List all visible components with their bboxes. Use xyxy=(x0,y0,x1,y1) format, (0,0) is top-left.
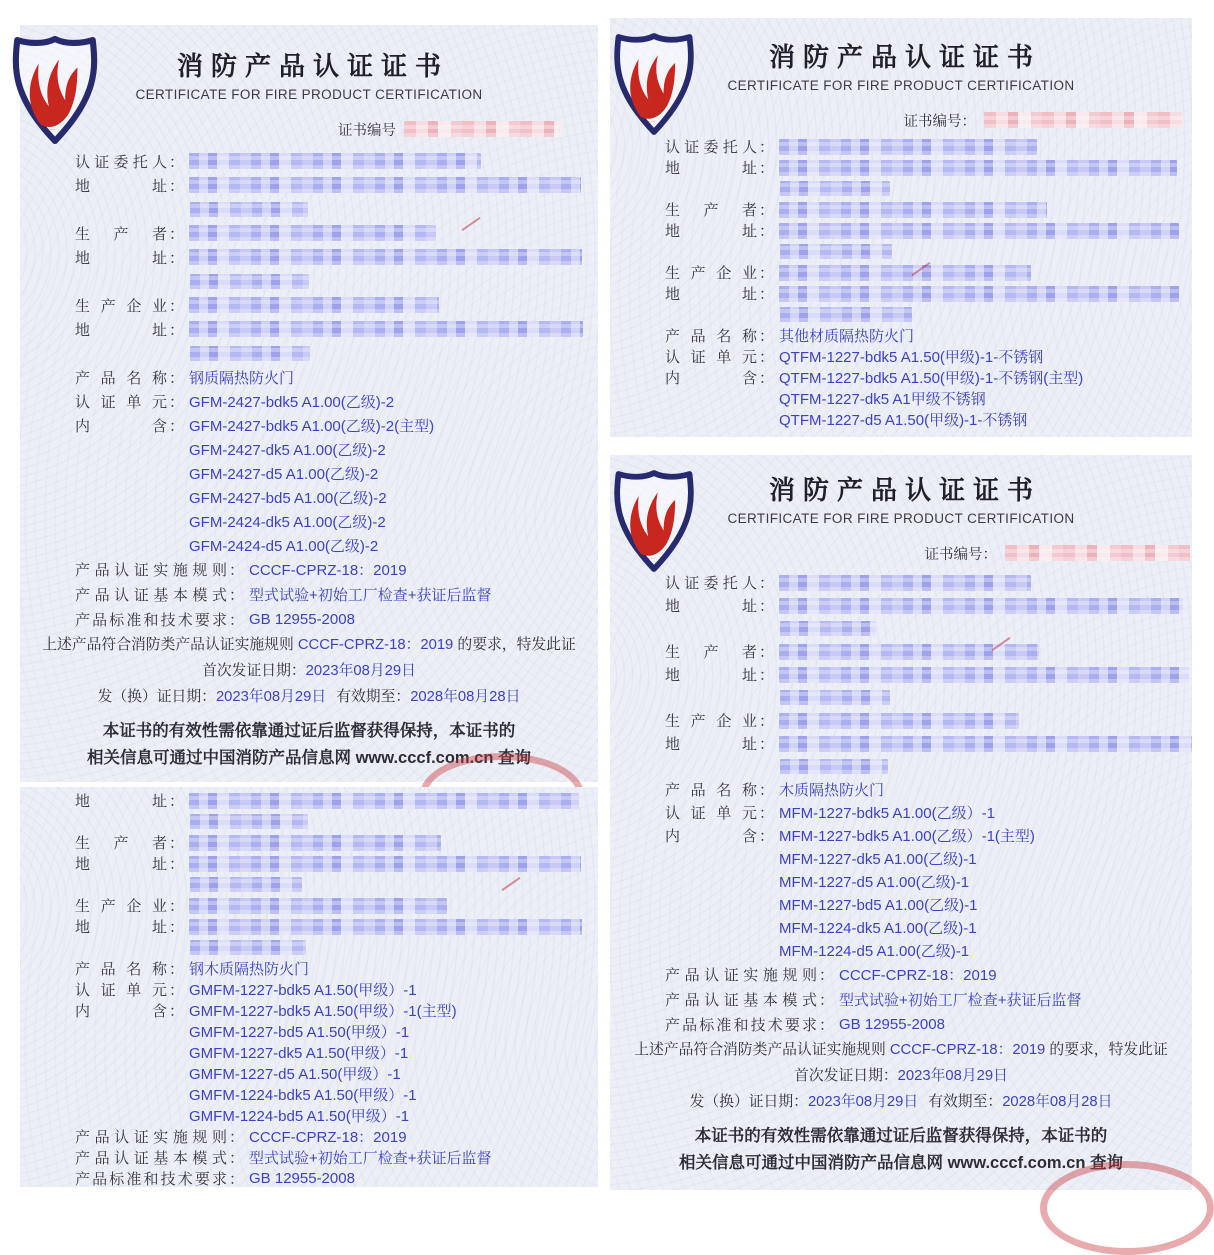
product-name-value: 钢质隔热防火门 xyxy=(189,369,295,387)
cert-unit-label: 认证单元 xyxy=(665,805,757,822)
field-address xyxy=(610,594,1192,617)
address-redaction xyxy=(779,160,1177,176)
valid-until-date: 2028年08月28日 xyxy=(410,689,521,705)
certificate-title: 消防产品认证证书 xyxy=(768,475,1041,505)
statement-rule: CCCF-CPRZ-18：2019 xyxy=(889,1042,1046,1058)
first-issue-date: 2023年08月29日 xyxy=(305,663,416,679)
field-impl-rule xyxy=(20,557,598,582)
address-label: 地址 xyxy=(75,177,167,195)
impl-rule-label: 产品认证实施规则 xyxy=(75,1129,227,1146)
label-colon: ： xyxy=(169,417,185,435)
address-redaction xyxy=(190,346,310,361)
model-value: GMFM-1227-bdk5 A1.50(甲级）-1(主型) xyxy=(189,1003,457,1020)
standard-value: GB 12955-2008 xyxy=(249,1170,355,1187)
applicant-redaction xyxy=(189,153,481,169)
cert-unit-label: 认证单元 xyxy=(75,393,167,411)
field-address xyxy=(20,853,598,874)
producer-redaction xyxy=(189,835,441,851)
basic-mode-label: 产品认证基本模式 xyxy=(75,1150,227,1167)
enterprise-label: 生产企业 xyxy=(665,265,757,282)
label-colon: ： xyxy=(169,297,185,315)
producer-label: 生产者 xyxy=(665,644,757,661)
field-contains xyxy=(20,1000,598,1021)
label-colon: ： xyxy=(759,202,775,219)
field-basic-mode xyxy=(20,582,598,607)
basic-mode-label: 产品认证基本模式 xyxy=(665,992,817,1009)
model-value: QTFM-1227-bdk5 A1.50(甲级)-1-不锈钢(主型) xyxy=(779,370,1084,387)
impl-rule-label: 产品认证实施规则 xyxy=(75,562,227,579)
label-colon: ： xyxy=(229,612,245,629)
label-colon: ： xyxy=(169,919,185,936)
address-redaction xyxy=(780,621,876,636)
contains-label: 内含 xyxy=(75,1003,167,1020)
address-redaction xyxy=(190,202,308,217)
model-line-clipped: QTFM-1227-d5 A1.50(甲级)-1-不锈钢 xyxy=(779,412,1028,429)
field-applicant xyxy=(20,149,598,173)
field-address xyxy=(20,317,598,341)
statement-post: 的要求，特发此证 xyxy=(453,637,576,653)
certificate-number-label: 证书编号： xyxy=(903,113,976,130)
address-redaction xyxy=(190,877,302,892)
address-redaction xyxy=(190,814,308,829)
certificate-title: 消防产品认证证书 xyxy=(768,42,1041,72)
address-label: 地址 xyxy=(665,286,757,303)
label-colon: ： xyxy=(169,369,185,387)
field-contains xyxy=(610,367,1192,388)
address-label: 地址 xyxy=(665,736,757,753)
label-colon: ： xyxy=(819,992,835,1009)
field-impl-rule xyxy=(610,962,1192,987)
certificate-number-redaction xyxy=(1005,545,1190,561)
field-cert-unit xyxy=(610,346,1192,367)
certificate-number-label: 证书编号 xyxy=(338,122,396,139)
model-line: GMFM-1227-bd5 A1.50(甲级）-1 xyxy=(189,1024,410,1041)
footer-line1: 本证书的有效性需依靠通过证后监督获得保持，本证书的 xyxy=(694,1127,1108,1145)
address-redaction xyxy=(189,793,579,809)
impl-rule-value: CCCF-CPRZ-18：2019 xyxy=(249,1129,407,1146)
impl-rule-label: 产品认证实施规则 xyxy=(665,967,817,984)
statement-rule: CCCF-CPRZ-18：2019 xyxy=(297,637,454,653)
footer-line1: 本证书的有效性需依靠通过证后监督获得保持，本证书的 xyxy=(102,722,516,740)
cert-unit-label: 认证单元 xyxy=(75,982,167,999)
certificate-number-label: 证书编号： xyxy=(924,546,997,563)
label-colon: ： xyxy=(759,782,775,799)
statement-pre: 上述产品符合消防类产品认证实施规则 xyxy=(42,637,298,653)
label-colon: ： xyxy=(229,1171,245,1188)
address-redaction xyxy=(780,244,892,259)
label-colon: ： xyxy=(759,349,775,366)
certificate-steelwood-fire-door-fragment xyxy=(20,787,598,1187)
model-value: MFM-1227-bdk5 A1.00(乙级）-1(主型) xyxy=(779,828,1035,845)
label-colon: ： xyxy=(759,598,775,615)
address-label: 地址 xyxy=(75,793,167,810)
address-redaction xyxy=(190,274,309,289)
field-enterprise xyxy=(20,895,598,916)
label-colon: ： xyxy=(169,249,185,267)
contains-label: 内含 xyxy=(665,370,757,387)
field-enterprise xyxy=(610,709,1192,732)
field-enterprise xyxy=(610,262,1192,283)
red-seal-partial xyxy=(1040,1161,1214,1255)
label-colon: ： xyxy=(759,575,775,592)
address-redaction xyxy=(779,667,1189,683)
enterprise-label: 生产企业 xyxy=(665,713,757,730)
certificate-fields xyxy=(20,149,598,632)
field-impl-rule xyxy=(20,1126,598,1147)
enterprise-redaction xyxy=(779,265,1031,281)
certificate-fields xyxy=(610,571,1192,1037)
contains-label: 内含 xyxy=(665,828,757,845)
field-address-line2 xyxy=(20,341,598,365)
model-line: GFM-2424-dk5 A1.00(乙级)-2 xyxy=(189,513,386,531)
label-colon: ： xyxy=(759,223,775,240)
cert-unit-label: 认证单元 xyxy=(665,349,757,366)
address-redaction xyxy=(189,321,583,337)
certificate-subtitle: CERTIFICATE FOR FIRE PRODUCT CERTIFICATION xyxy=(135,87,483,102)
certificate-other-material-fire-door xyxy=(610,18,1192,437)
product-name-value: 其他材质隔热防火门 xyxy=(779,328,915,345)
address-redaction xyxy=(779,736,1192,752)
label-colon: ： xyxy=(759,160,775,177)
certificate-fields xyxy=(610,136,1192,429)
basic-mode-value: 型式试验+初始工厂检查+获证后监督 xyxy=(249,587,492,604)
valid-until-date: 2028年08月28日 xyxy=(1002,1094,1113,1110)
product-name-label: 产品名称 xyxy=(75,369,167,387)
field-product-name xyxy=(20,958,598,979)
fire-certification-shield-logo xyxy=(4,31,106,149)
address-redaction xyxy=(780,181,890,196)
enterprise-label: 生产企业 xyxy=(75,898,167,915)
address-label: 地址 xyxy=(665,598,757,615)
model-line: MFM-1227-d5 A1.00(乙级)-1 xyxy=(779,874,970,891)
field-producer xyxy=(610,199,1192,220)
issue-date: 2023年08月29日 xyxy=(807,1094,919,1110)
field-cert-unit xyxy=(20,979,598,1000)
cert-unit-value: MFM-1227-bdk5 A1.00(乙级）-1 xyxy=(779,805,995,822)
model-line: GMFM-1224-bd5 A1.50(甲级）-1 xyxy=(189,1108,410,1125)
field-basic-mode xyxy=(610,987,1192,1012)
certificate-number-row xyxy=(20,119,598,139)
label-colon: ： xyxy=(759,644,775,661)
address-label: 地址 xyxy=(665,160,757,177)
address-redaction xyxy=(190,940,306,955)
enterprise-label: 生产企业 xyxy=(75,297,167,315)
basic-mode-value: 型式试验+初始工厂检查+获证后监督 xyxy=(249,1150,492,1167)
certificate-number-redaction xyxy=(404,121,562,137)
producer-label: 生产者 xyxy=(75,835,167,852)
issue-label: 发（换）证日期： xyxy=(689,1094,808,1110)
label-colon: ： xyxy=(759,713,775,730)
address-label: 地址 xyxy=(75,249,167,267)
basic-mode-label: 产品认证基本模式 xyxy=(75,587,227,604)
model-line: GMFM-1227-d5 A1.50(甲级）-1 xyxy=(189,1066,401,1083)
field-address xyxy=(20,790,598,811)
address-label: 地址 xyxy=(665,667,757,684)
label-colon: ： xyxy=(819,1017,835,1034)
model-line: GFM-2427-d5 A1.00(乙级)-2 xyxy=(189,465,379,483)
statement-pre: 上述产品符合消防类产品认证实施规则 xyxy=(634,1042,890,1058)
footer-line2: 相关信息可通过中国消防产品信息网 www.cccf.com.cn 查询 xyxy=(86,749,532,767)
address-redaction xyxy=(189,249,582,265)
field-address-line2 xyxy=(20,197,598,221)
certificate-fields xyxy=(20,790,598,1189)
field-enterprise xyxy=(20,293,598,317)
label-colon: ： xyxy=(229,587,245,604)
label-colon: ： xyxy=(759,805,775,822)
first-issue-date-line xyxy=(610,1063,1192,1089)
field-standard xyxy=(610,1012,1192,1037)
cert-unit-value: GFM-2427-bdk5 A1.00(乙级)-2 xyxy=(189,393,395,411)
field-address-line2 xyxy=(610,241,1192,262)
first-issue-date: 2023年08月29日 xyxy=(897,1068,1008,1084)
label-colon: ： xyxy=(169,982,185,999)
field-product-name xyxy=(20,365,598,389)
applicant-label: 认证委托人 xyxy=(665,139,757,156)
field-standard xyxy=(20,607,598,632)
contains-label: 内含 xyxy=(75,417,167,435)
address-redaction xyxy=(779,286,1179,302)
first-issue-label: 首次发证日期： xyxy=(794,1068,898,1084)
field-address xyxy=(610,663,1192,686)
issue-label: 发（换）证日期： xyxy=(97,689,216,705)
conformity-statement xyxy=(20,632,598,658)
certificate-number-redaction xyxy=(984,112,1182,128)
first-issue-date-line xyxy=(20,658,598,684)
address-label: 地址 xyxy=(75,856,167,873)
fire-certification-shield-logo xyxy=(606,28,702,140)
basic-mode-value: 型式试验+初始工厂检查+获证后监督 xyxy=(839,992,1082,1009)
field-address xyxy=(610,220,1192,241)
field-contains xyxy=(610,824,1192,847)
model-line: GFM-2424-d5 A1.00(乙级)-2 xyxy=(189,537,379,555)
applicant-redaction xyxy=(779,139,1037,155)
impl-rule-value: CCCF-CPRZ-18：2019 xyxy=(839,967,997,984)
field-cert-unit xyxy=(610,801,1192,824)
standard-value: GB 12955-2008 xyxy=(839,1016,945,1033)
field-address xyxy=(20,245,598,269)
applicant-redaction xyxy=(779,575,1031,591)
label-colon: ： xyxy=(169,898,185,915)
field-product-name xyxy=(610,778,1192,801)
product-name-label: 产品名称 xyxy=(665,782,757,799)
conformity-statement xyxy=(610,1037,1192,1063)
address-redaction xyxy=(780,759,888,774)
address-redaction xyxy=(189,919,582,935)
field-address xyxy=(610,157,1192,178)
address-label: 地址 xyxy=(665,223,757,240)
field-address-line2 xyxy=(610,617,1192,640)
model-line: MFM-1224-d5 A1.00(乙级)-1 xyxy=(779,943,970,960)
field-address xyxy=(20,916,598,937)
address-label: 地址 xyxy=(75,321,167,339)
field-address-line2 xyxy=(610,304,1192,325)
model-line: QTFM-1227-dk5 A1甲级不锈钢 xyxy=(779,391,986,408)
standard-label: 产品标准和技术要求 xyxy=(75,612,227,629)
label-colon: ： xyxy=(759,370,775,387)
cert-unit-value: GMFM-1227-bdk5 A1.50(甲级）-1 xyxy=(189,982,417,999)
enterprise-redaction xyxy=(189,297,439,313)
product-name-value: 钢木质隔热防火门 xyxy=(189,961,310,978)
producer-redaction xyxy=(189,225,436,241)
field-standard xyxy=(20,1168,598,1189)
model-line: MFM-1227-bd5 A1.00(乙级)-1 xyxy=(779,897,978,914)
applicant-label: 认证委托人 xyxy=(75,153,167,171)
field-address-line2 xyxy=(610,178,1192,199)
label-colon: ： xyxy=(169,793,185,810)
enterprise-redaction xyxy=(189,898,447,914)
address-redaction xyxy=(189,856,581,872)
label-colon: ： xyxy=(759,667,775,684)
certificate-subtitle: CERTIFICATE FOR FIRE PRODUCT CERTIFICATION xyxy=(727,511,1075,526)
fire-certification-shield-logo xyxy=(606,465,702,577)
model-value: GFM-2427-bdk5 A1.00(乙级)-2(主型) xyxy=(189,417,435,435)
address-redaction xyxy=(779,598,1183,614)
field-address-line2 xyxy=(610,686,1192,709)
product-name-label: 产品名称 xyxy=(75,961,167,978)
label-colon: ： xyxy=(759,139,775,156)
standard-label: 产品标准和技术要求 xyxy=(665,1017,817,1034)
label-colon: ： xyxy=(759,736,775,753)
label-colon: ： xyxy=(229,562,245,579)
address-redaction xyxy=(779,223,1179,239)
label-colon: ： xyxy=(169,856,185,873)
field-basic-mode xyxy=(20,1147,598,1168)
model-line: GMFM-1224-bdk5 A1.50(甲级）-1 xyxy=(189,1087,417,1104)
address-label: 地址 xyxy=(75,919,167,936)
applicant-label: 认证委托人 xyxy=(665,575,757,592)
model-line: MFM-1224-dk5 A1.00(乙级)-1 xyxy=(779,920,977,937)
label-colon: ： xyxy=(169,961,185,978)
address-redaction xyxy=(189,177,581,193)
reissue-date-line xyxy=(20,684,598,710)
model-line: GFM-2427-dk5 A1.00(乙级)-2 xyxy=(189,441,386,459)
field-address xyxy=(610,283,1192,304)
product-name-label: 产品名称 xyxy=(665,328,757,345)
field-cert-unit xyxy=(20,389,598,413)
field-product-name xyxy=(610,325,1192,346)
certificate-steel-fire-door xyxy=(20,25,598,782)
field-producer xyxy=(20,221,598,245)
issue-date: 2023年08月29日 xyxy=(215,689,327,705)
field-address-line2 xyxy=(20,811,598,832)
valid-until-label: 有效期至： xyxy=(336,689,411,705)
label-colon: ： xyxy=(169,1003,185,1020)
address-redaction xyxy=(780,307,912,322)
producer-redaction xyxy=(779,202,1047,218)
address-redaction xyxy=(780,690,890,705)
reissue-date-line xyxy=(610,1089,1192,1115)
enterprise-redaction xyxy=(779,713,1019,729)
label-colon: ： xyxy=(169,153,185,171)
valid-until-label: 有效期至： xyxy=(928,1094,1003,1110)
label-colon: ： xyxy=(229,1129,245,1146)
footer-line2: 相关信息可通过中国消防产品信息网 www.cccf.com.cn 查询 xyxy=(678,1154,1124,1172)
field-address xyxy=(610,732,1192,755)
model-line: MFM-1227-dk5 A1.00(乙级)-1 xyxy=(779,851,977,868)
certificate-subtitle: CERTIFICATE FOR FIRE PRODUCT CERTIFICATION xyxy=(727,78,1075,93)
label-colon: ： xyxy=(759,828,775,845)
label-colon: ： xyxy=(169,177,185,195)
label-colon: ： xyxy=(759,286,775,303)
standard-value: GB 12955-2008 xyxy=(249,611,355,628)
field-address-line2 xyxy=(610,755,1192,778)
field-address-line2 xyxy=(20,937,598,958)
label-colon: ： xyxy=(229,1150,245,1167)
label-colon: ： xyxy=(759,265,775,282)
label-colon: ： xyxy=(169,225,185,243)
field-address xyxy=(20,173,598,197)
field-producer xyxy=(610,640,1192,663)
label-colon: ： xyxy=(169,393,185,411)
model-line: GFM-2427-bd5 A1.00(乙级)-2 xyxy=(189,489,387,507)
field-address-line2 xyxy=(20,269,598,293)
cert-unit-value: QTFM-1227-bdk5 A1.50(甲级)-1-不锈钢 xyxy=(779,349,1044,366)
first-issue-label: 首次发证日期： xyxy=(202,663,306,679)
label-colon: ： xyxy=(819,967,835,984)
product-name-value: 木质隔热防火门 xyxy=(779,782,885,799)
producer-label: 生产者 xyxy=(75,225,167,243)
field-producer xyxy=(20,832,598,853)
field-contains xyxy=(20,413,598,437)
label-colon: ： xyxy=(169,835,185,852)
label-colon: ： xyxy=(169,321,185,339)
impl-rule-value: CCCF-CPRZ-18：2019 xyxy=(249,562,407,579)
standard-label: 产品标准和技术要求 xyxy=(75,1171,227,1188)
producer-label: 生产者 xyxy=(665,202,757,219)
label-colon: ： xyxy=(759,328,775,345)
certificate-wooden-fire-door xyxy=(610,455,1192,1190)
model-line: GMFM-1227-dk5 A1.50(甲级）-1 xyxy=(189,1045,409,1062)
statement-post: 的要求，特发此证 xyxy=(1045,1042,1168,1058)
certificate-title: 消防产品认证证书 xyxy=(176,51,449,81)
